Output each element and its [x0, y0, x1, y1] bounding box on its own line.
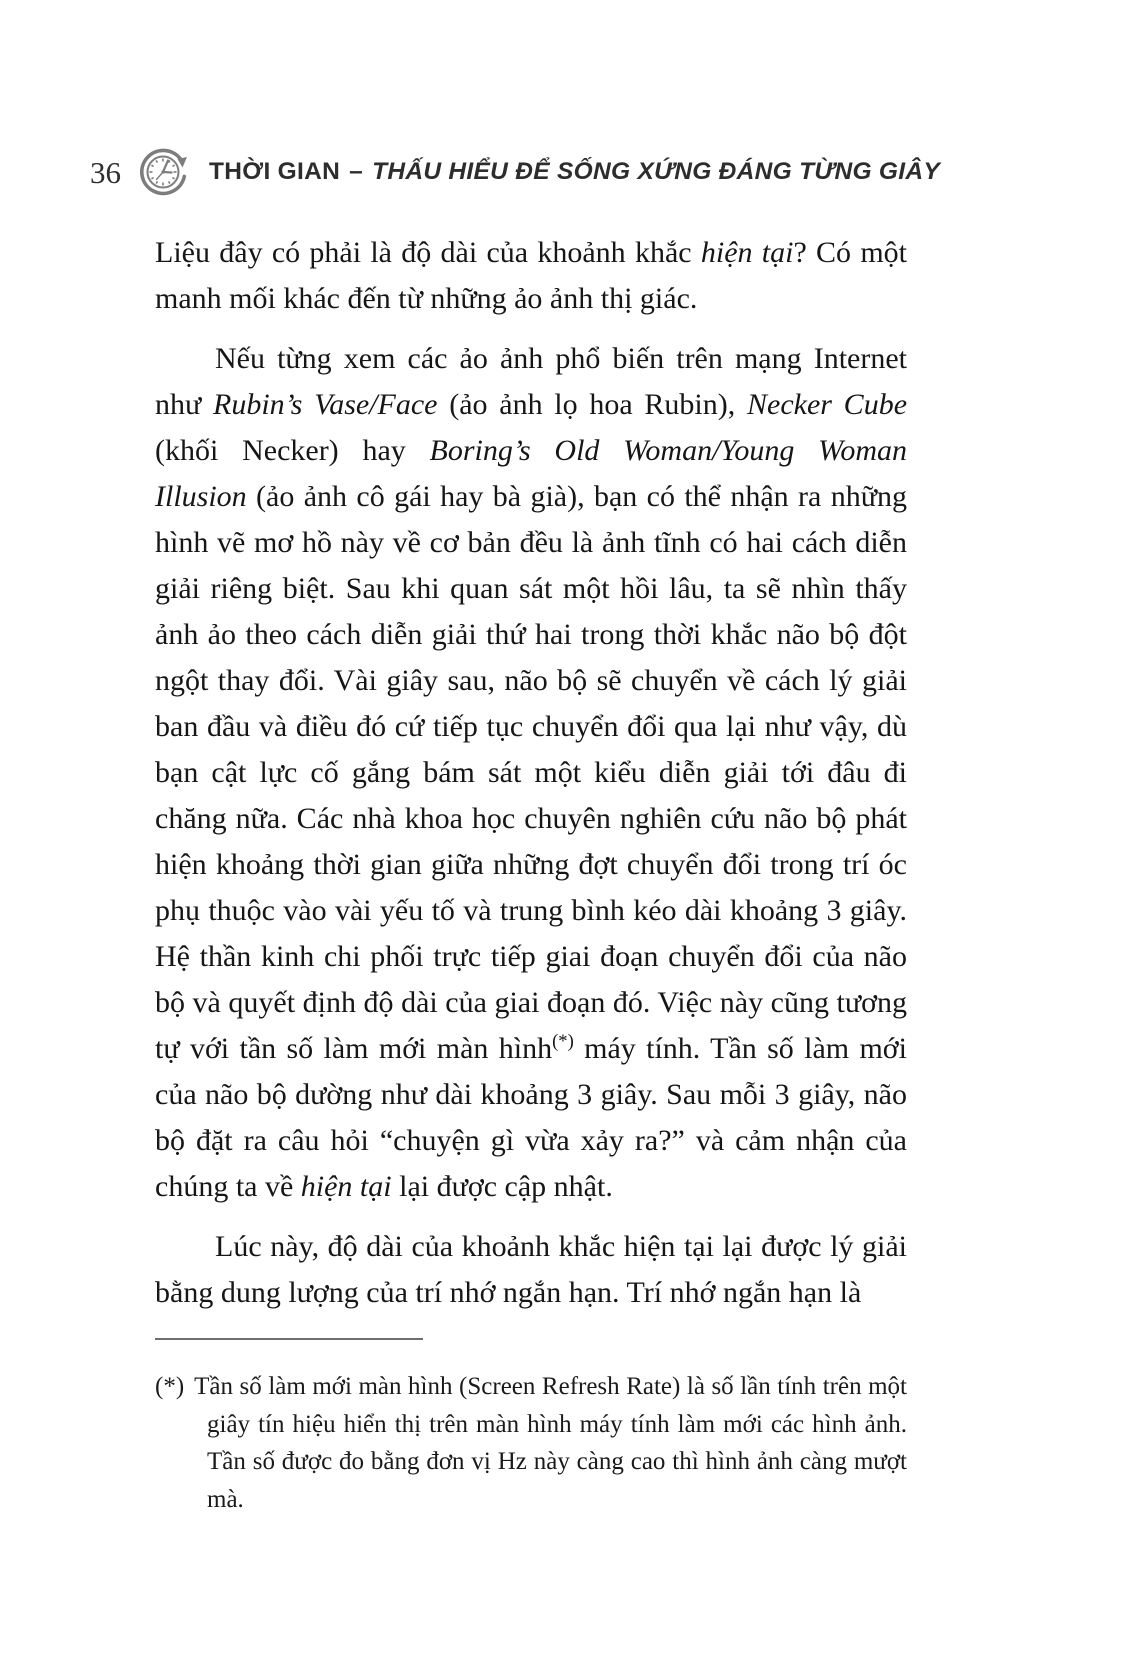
- text-run: Nếu từng xem các ảo ảnh phổ biến trên mạng Internet như: [155, 342, 907, 421]
- footnote: [155, 1368, 907, 1518]
- text-run: Liệu đây có phải là độ dài của khoảnh khắc: [155, 236, 701, 269]
- running-header: [90, 146, 1065, 198]
- header-title: [209, 157, 941, 185]
- footnote-separator: [155, 1338, 423, 1340]
- text-run: Lúc này, độ dài của khoảnh khắc hiện tại lại được lý giải bằng dung lượng của trí nhớ ngắn hạn. Trí nhớ ngắn hạn là: [155, 1230, 907, 1309]
- clock-refresh-icon: [137, 146, 189, 198]
- footnote-block: [155, 1338, 907, 1518]
- page-number: 36: [90, 154, 121, 190]
- text-run: Tần số làm mới màn hình (Screen Refresh Rate) là số lần tính trên một giây tín hiệu hiển thị trên màn hình máy tính làm mới các hình ảnh. Tần số được đo bằng đơn vị Hz này càng cao thì hình ảnh càng mượt mà.: [194, 1373, 907, 1513]
- italic-run: hiện tại: [300, 1170, 392, 1203]
- text-run: lại được cập nhật.: [391, 1170, 613, 1203]
- footnote-text: [194, 1373, 907, 1513]
- paragraph: [155, 1224, 907, 1316]
- title-separator: –: [349, 157, 364, 185]
- page-content: [155, 230, 907, 1518]
- text-run: (ảo ảnh cô gái hay bà già), bạn có thể nhận ra những hình vẽ mơ hồ này về cơ bản đều là ảnh tĩnh có hai cách diễn giải riêng biệt. Sau khi quan sát một hồi lâu, ta sẽ nhìn thấy ảnh ảo theo cách diễn giải thứ hai trong thời khắc não bộ đột ngột thay đổi. Vài giây sau, não bộ sẽ chuyển về cách lý giải ban đầu và điều đó cứ tiếp tục chuyển đổi qua lại như vậy, dù bạn cật lực cố gắng bám sát một kiểu diễn giải tới đâu đi chăng nữa. Các nhà khoa học chuyên nghiên cứu não bộ phát hiện khoảng thời gian giữa những đợt chuyển đổi trong trí óc phụ thuộc vào vài yếu tố và trung bình kéo dài khoảng 3 giây. Hệ thần kinh chi phối trực tiếp giai đoạn chuyển đổi của não bộ và quyết định độ dài của giai đoạn đó. Việc này cũng tương tự với tần số làm mới màn hình: [155, 480, 907, 1065]
- italic-run: Necker Cube: [747, 388, 908, 421]
- text-run: (ảo ảnh lọ hoa Rubin),: [437, 388, 747, 421]
- paragraph: [155, 230, 907, 322]
- paragraph: [155, 336, 907, 1210]
- chapter-title: THẤU HIỂU ĐỂ SỐNG XỨNG ĐÁNG TỪNG GIÂY: [372, 157, 941, 185]
- text-run: máy tính. Tần số làm mới của não bộ dường như dài khoảng 3 giây. Sau mỗi 3 giây, não bộ đặt ra câu hỏi “chuyện gì vừa xảy ra?” và cảm nhận của chúng ta về: [155, 1032, 908, 1203]
- footnote-marker: (*): [155, 1373, 185, 1400]
- italic-run: hiện tại: [700, 236, 794, 269]
- text-run: ? Có một manh mối khác đến từ những ảo ảnh thị giác.: [155, 236, 907, 315]
- text-run: (khối Necker) hay: [155, 434, 430, 467]
- series-title: THỜI GIAN: [209, 157, 341, 185]
- italic-run: Boring’s Old Woman/Young Woman Illusion: [155, 434, 907, 513]
- footnote-ref: (*): [552, 1031, 574, 1052]
- italic-run: Rubin’s Vase/Face: [213, 388, 438, 421]
